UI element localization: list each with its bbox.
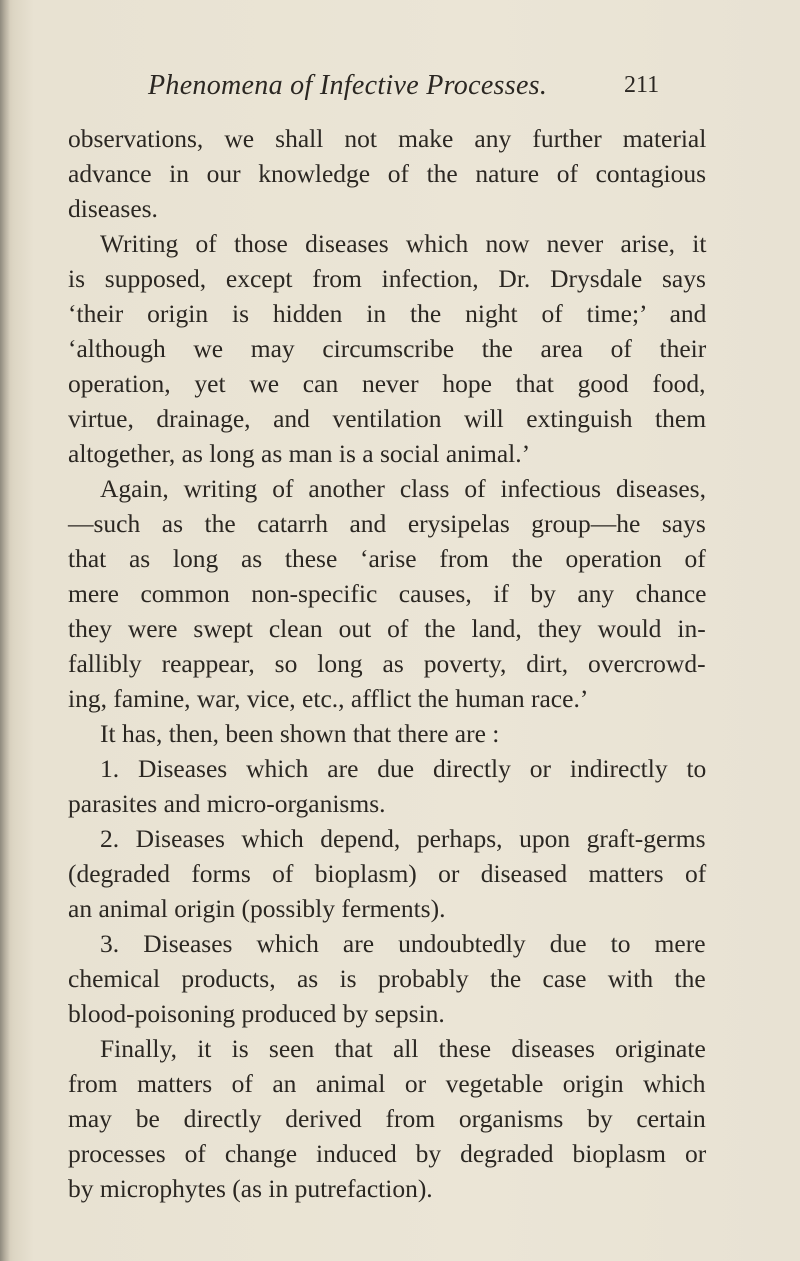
text-line: by microphytes (as in putrefaction). <box>68 1174 433 1203</box>
text-line: advance in our knowledge of the nature of contagious <box>68 159 707 188</box>
text-line: ing, famine, war, vice, etc., afflict the human race.’ <box>68 684 589 713</box>
text-line: blood-poisoning produced by sepsin. <box>68 999 445 1028</box>
text-line: observations, we shall not make any further material <box>68 124 707 153</box>
text-line: that as long as these ‘arise from the operation of <box>68 544 706 573</box>
text-line: 2. Diseases which depend, perhaps, upon graft-germs <box>100 824 706 853</box>
text-line: processes of change induced by degraded bioplasm or <box>68 1139 707 1168</box>
text-line: Again, writing of another class of infectious diseases, <box>100 474 706 503</box>
text-line: mere common non-specific causes, if by any chance <box>68 579 707 608</box>
running-title: Phenomena of Infective Processes. <box>148 70 548 101</box>
text-line: Finally, it is seen that all these diseases originate <box>100 1034 706 1063</box>
text-line: It has, then, been shown that there are : <box>100 719 500 748</box>
text-line: virtue, drainage, and ventilation will extinguish them <box>68 404 707 433</box>
text-line: ‘although we may circumscribe the area of their <box>68 334 707 363</box>
text-line: fallibly reappear, so long as poverty, dirt, overcrowd- <box>68 649 706 678</box>
text-line: ‘their origin is hidden in the night of time;’ and <box>68 299 707 328</box>
page-number: 211 <box>624 72 660 98</box>
text-line: operation, yet we can never hope that good food, <box>68 369 706 398</box>
text-line: Writing of those diseases which now never arise, it <box>100 229 707 258</box>
text-line: altogether, as long as man is a social animal.’ <box>68 439 531 468</box>
text-line: from matters of an animal or vegetable origin which <box>68 1069 706 1098</box>
text-line: they were swept clean out of the land, they would in- <box>68 614 706 643</box>
text-line: 1. Diseases which are due directly or indirectly to <box>100 754 707 783</box>
binding-shadow <box>0 0 10 1261</box>
text-line: chemical products, as is probably the case with the <box>68 964 706 993</box>
text-line: —such as the catarrh and erysipelas group—he says <box>68 509 706 538</box>
running-head <box>0 70 800 110</box>
text-line: is supposed, except from infection, Dr. Drysdale says <box>68 264 706 293</box>
text-line: may be directly derived from organisms by certain <box>68 1104 706 1133</box>
text-line: 3. Diseases which are undoubtedly due to mere <box>100 929 706 958</box>
text-line: diseases. <box>68 194 158 223</box>
text-line: (degraded forms of bioplasm) or diseased matters of <box>68 859 707 888</box>
text-line: parasites and micro-organisms. <box>68 789 386 818</box>
text-line: an animal origin (possibly ferments). <box>68 894 446 923</box>
